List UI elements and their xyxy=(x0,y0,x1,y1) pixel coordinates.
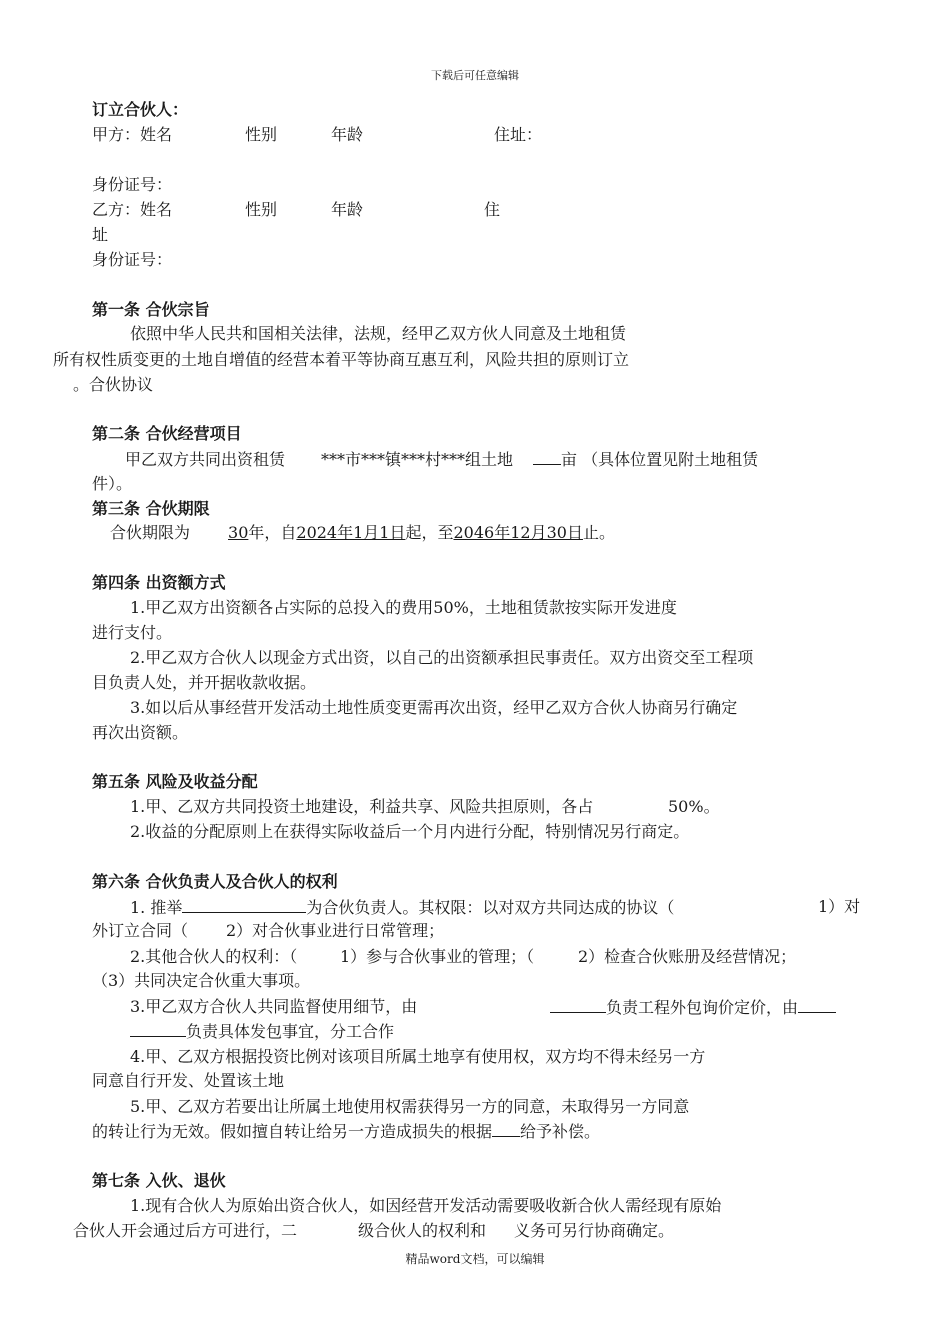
art6-p5c: 给予补偿。 xyxy=(520,1122,601,1141)
art6-p2c: 2）检查合伙账册及经营情况； xyxy=(578,947,797,966)
art7-p1d: 义务可另行协商确定。 xyxy=(514,1221,675,1240)
party-a-gender: 性别 xyxy=(245,125,278,144)
contractor-blank-1 xyxy=(798,996,836,1013)
art3-term xyxy=(110,522,615,544)
party-b-age: 年龄 xyxy=(331,200,364,219)
party-b-gender: 性别 xyxy=(245,200,278,219)
area-blank xyxy=(533,448,561,465)
art6-p1 xyxy=(130,896,674,919)
art5-title: 第五条 风险及收益分配 xyxy=(92,772,258,791)
art6-p4a: 4.甲、乙双方根据投资比例对该项目所属土地享有使用权，双方均不得未经另一方 xyxy=(130,1047,706,1066)
art6-p5 xyxy=(92,1120,600,1143)
representative-blank xyxy=(182,896,306,913)
art6-p2b: 1）参与合伙事业的管理；（ xyxy=(340,947,535,966)
art5-p1b: 50%。 xyxy=(668,797,720,816)
art3-years: 30 xyxy=(228,523,249,542)
art4-p1a: 1.甲乙双方出资额各占实际的总投入的费用50%，土地租赁款按实际开发进度 xyxy=(130,598,677,617)
art1-line2: 所有权性质变更的土地自增值的经营本着平等协商互惠互利，风险共担的原则订立 xyxy=(53,350,630,369)
art6-p3c: 负责具体发包事宜，分工合作 xyxy=(186,1022,395,1041)
art6-p4b: 同意自行开发、处置该土地 xyxy=(92,1071,285,1090)
art6-p1e: 2）对合伙事业进行日常管理； xyxy=(226,921,445,940)
art6-p1b: 为合伙负责人。其权限：以对双方共同达成的协议（ xyxy=(306,898,675,917)
art3-t3: 起，至 xyxy=(405,523,454,542)
art6-title: 第六条 合伙负责人及合伙人的权利 xyxy=(92,872,338,891)
party-b-address-2: 址 xyxy=(92,225,109,244)
art3-title: 第三条 合伙期限 xyxy=(92,499,210,518)
art2-text-a: 甲乙双方共同出资租赁 xyxy=(125,450,286,469)
party-heading: 订立合伙人： xyxy=(92,100,189,119)
party-b-id: 身份证号： xyxy=(92,250,173,269)
art4-p2b: 目负责人处，并开据收款收据。 xyxy=(92,673,317,692)
art6-p1a: 1. 推举 xyxy=(130,898,183,917)
party-b-name: 乙方：姓名 xyxy=(92,200,173,219)
art1-line3: 。合伙协议 xyxy=(73,375,154,394)
art4-title: 第四条 出资额方式 xyxy=(92,573,226,592)
art2-line2: 件）。 xyxy=(92,474,133,493)
art4-p2a: 2.甲乙双方合伙人以现金方式出资，以自己的出资额承担民事责任。双方出资交至工程项 xyxy=(130,648,754,667)
party-a-id: 身份证号： xyxy=(92,175,173,194)
art5-p2: 2.收益的分配原则上在获得实际收益后一个月内进行分配，特别情况另行商定。 xyxy=(130,822,690,841)
art5-p1a: 1.甲、乙双方共同投资土地建设，利益共享、风险共担原则，各占 xyxy=(130,797,594,816)
art2-text-c: 亩 （具体位置见附土地租赁 xyxy=(561,450,759,469)
art2-location: ***市***镇***村***组土地 xyxy=(321,450,514,469)
contractor-blank-2 xyxy=(130,1020,186,1037)
art3-t4: 止。 xyxy=(582,523,615,542)
art6-p3-line xyxy=(550,996,836,1019)
art3-end-date: 2046年12月30日 xyxy=(453,523,583,542)
art7-title: 第七条 入伙、退伙 xyxy=(92,1171,226,1190)
header-note: 下载后可任意编辑 xyxy=(431,69,519,82)
party-b-address-1: 住 xyxy=(484,200,501,219)
art6-p2a: 2.其他合伙人的权利：（ xyxy=(130,947,298,966)
art2-line1 xyxy=(125,448,758,471)
footer-note: 精品word文档，可以编辑 xyxy=(405,1252,545,1266)
quote-owner-blank xyxy=(550,996,606,1013)
art3-start-date: 2024年1月1日 xyxy=(296,523,406,542)
art1-title: 第一条 合伙宗旨 xyxy=(92,300,210,319)
art6-p3-line2 xyxy=(130,1020,394,1043)
art7-p1a: 1.现有合伙人为原始出资合伙人，如因经营开发活动需要吸收新合伙人需经现有原始 xyxy=(130,1196,722,1215)
art4-p3b: 再次出资额。 xyxy=(92,723,189,742)
art6-p5b: 的转让行为无效。假如擅自转让给另一方造成损失的根据 xyxy=(92,1122,493,1141)
art3-t2: 年，自 xyxy=(248,523,297,542)
art6-p2d: （3）共同决定合伙重大事项。 xyxy=(92,971,311,990)
art4-p1b: 进行支付。 xyxy=(92,623,173,642)
art1-line1: 依照中华人民共和国相关法律，法规，经甲乙双方伙人同意及土地租赁 xyxy=(130,324,627,343)
art2-title: 第二条 合伙经营项目 xyxy=(92,424,242,443)
party-a-address: 住址： xyxy=(494,125,543,144)
art4-p3a: 3.如以后从事经营开发活动土地性质变更需再次出资，经甲乙双方合伙人协商另行确定 xyxy=(130,698,738,717)
compensation-blank xyxy=(492,1120,520,1137)
art6-p1c: 1）对 xyxy=(818,897,861,916)
art6-p1d: 外订立合同（ xyxy=(92,921,189,940)
art6-p3a: 3.甲乙双方合伙人共同监督使用细节，由 xyxy=(130,997,418,1016)
art6-p5a: 5.甲、乙双方若要出让所属土地使用权需获得另一方的同意，未取得另一方同意 xyxy=(130,1097,690,1116)
party-a-age: 年龄 xyxy=(331,125,364,144)
art3-t1: 合伙期限为 xyxy=(110,523,191,542)
art7-p1b: 合伙人开会通过后方可进行，二 xyxy=(73,1221,298,1240)
party-a-name: 甲方：姓名 xyxy=(92,125,173,144)
art6-p3b: 负责工程外包询价定价，由 xyxy=(606,998,799,1017)
art7-p1c: 级合伙人的权利和 xyxy=(358,1221,487,1240)
